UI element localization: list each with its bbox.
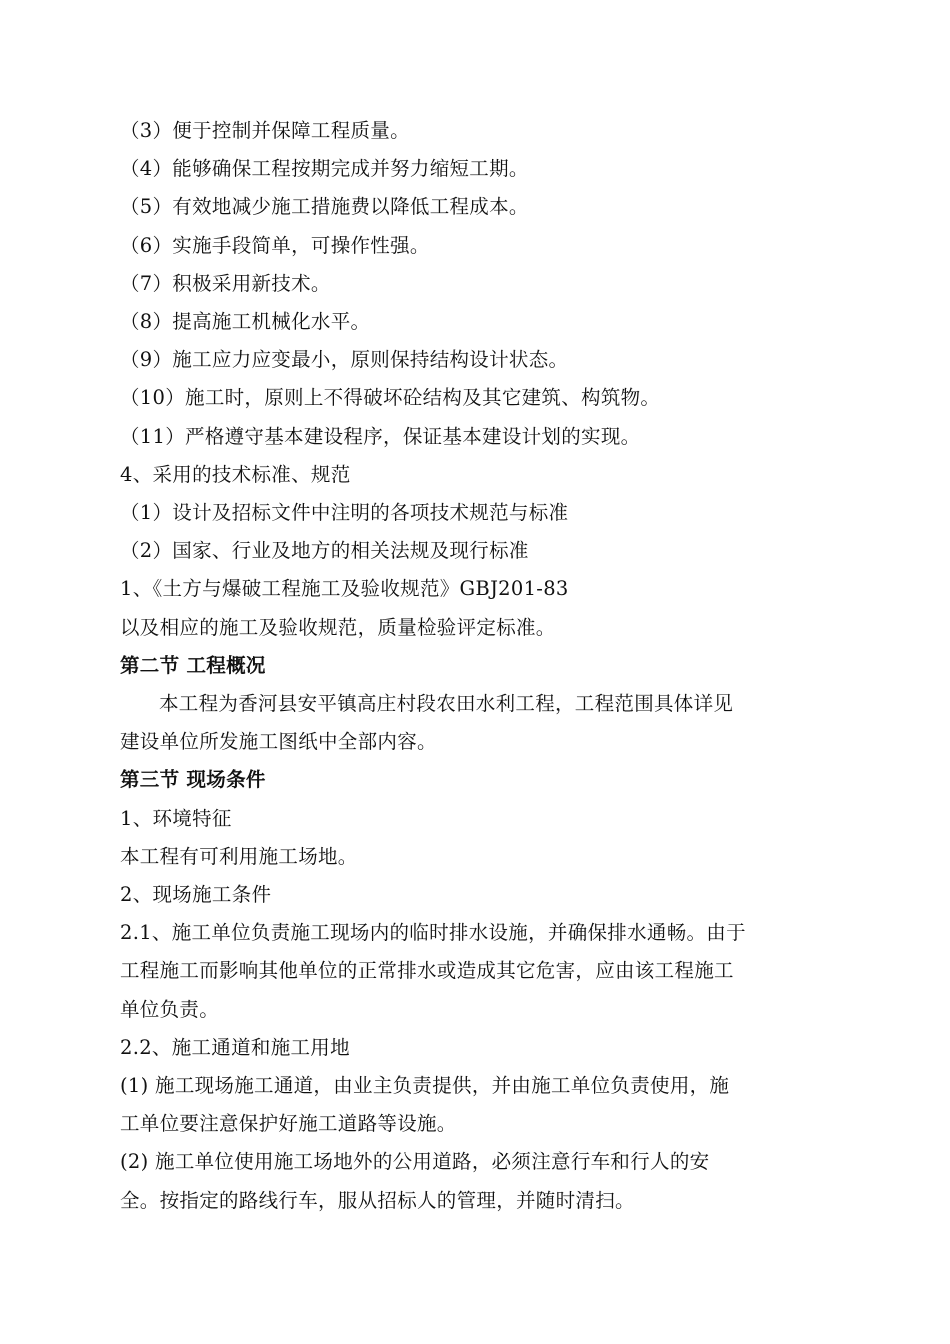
list-item: （10）施工时，原则上不得破坏砼结构及其它建筑、构筑物。: [120, 386, 661, 410]
standards-item: 以及相应的施工及验收规范，质量检验评定标准。: [120, 615, 556, 639]
overview-paragraph-line: 建设单位所发施工图纸中全部内容。: [120, 730, 437, 754]
list-item: （5）有效地减少施工措施费以降低工程成本。: [120, 195, 529, 219]
list-item: （7）积极采用新技术。: [120, 271, 331, 295]
standards-item: （2）国家、行业及地方的相关法规及现行标准: [120, 539, 529, 563]
paragraph-2-2-heading: 2.2、施工通道和施工用地: [120, 1035, 350, 1059]
site-heading: 2、现场施工条件: [120, 883, 272, 907]
list-item: （8）提高施工机械化水平。: [120, 310, 371, 334]
env-heading: 1、环境特征: [120, 806, 232, 830]
paragraph-2-2-2-line: (2) 施工单位使用施工场地外的公用道路，必须注意行车和行人的安: [120, 1150, 710, 1174]
env-text: 本工程有可利用施工场地。: [120, 844, 358, 868]
paragraph-2-2-2-line: 全。按指定的路线行车，服从招标人的管理，并随时清扫。: [120, 1188, 635, 1212]
list-item: （4）能够确保工程按期完成并努力缩短工期。: [120, 157, 529, 181]
standards-heading: 4、采用的技术标准、规范: [120, 462, 351, 486]
standards-item: （1）设计及招标文件中注明的各项技术规范与标准: [120, 501, 569, 525]
section-title-site-conditions: 第三节 现场条件: [120, 768, 266, 792]
list-item: （3）便于控制并保障工程质量。: [120, 119, 410, 142]
paragraph-2-2-1-line: 工单位要注意保护好施工道路等设施。: [120, 1112, 457, 1136]
paragraph-2-1-line: 工程施工而影响其他单位的正常排水或造成其它危害，应由该工程施工: [120, 959, 734, 983]
document-body: [120, 112, 838, 1220]
paragraph-2-1-line: 2.1、施工单位负责施工现场内的临时排水设施，并确保排水通畅。由于: [120, 921, 746, 945]
section-title-overview: 第二节 工程概况: [120, 653, 266, 677]
paragraph-2-1-line: 单位负责。: [120, 997, 220, 1021]
list-item: （6）实施手段简单，可操作性强。: [120, 233, 430, 257]
list-item: （9）施工应力应变最小，原则保持结构设计状态。: [120, 348, 569, 372]
list-item: （11）严格遵守基本建设程序，保证基本建设计划的实现。: [120, 424, 641, 448]
overview-paragraph-line: 本工程为香河县安平镇高庄村段农田水利工程，工程范围具体详见: [159, 692, 734, 716]
paragraph-2-2-1-line: (1) 施工现场施工通道，由业主负责提供，并由施工单位负责使用，施: [120, 1074, 730, 1098]
standards-item: 1、《土方与爆破工程施工及验收规范》GBJ201-83: [120, 577, 569, 601]
